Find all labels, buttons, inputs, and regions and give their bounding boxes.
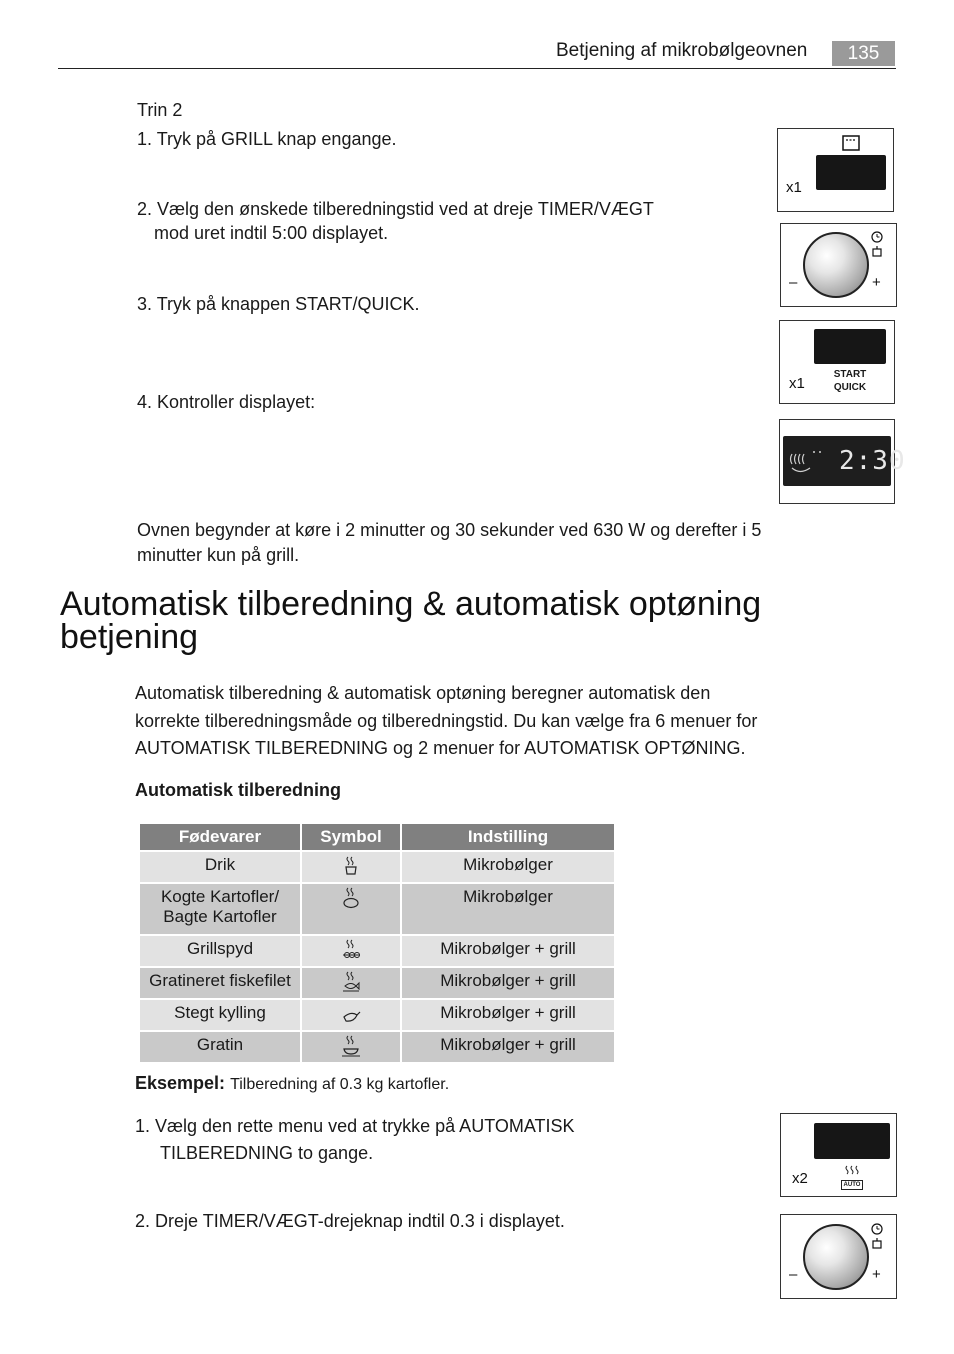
- summary-line-1: Ovnen begynder at køre i 2 minutter og 30 sekunder ved 630 W og derefter i 5: [137, 520, 762, 540]
- grill-button-panel: [777, 128, 894, 212]
- quick-label: QUICK: [833, 382, 867, 393]
- section-title-line-1: Automatisk tilberedning & automatisk optøning: [60, 585, 762, 623]
- food-cell: [140, 884, 300, 934]
- example-label: Eksempel:: [135, 1073, 226, 1093]
- page-number: 135: [832, 41, 895, 66]
- table-row: [140, 1000, 614, 1030]
- section-title: [60, 585, 860, 656]
- table-row: [140, 852, 614, 882]
- microwave-grill-icon: [788, 448, 824, 476]
- symbol-cell: [302, 852, 400, 882]
- press-count: x1: [789, 375, 805, 392]
- symbol-cell: [302, 968, 400, 998]
- subheading: Automatisk tilberedning: [135, 780, 342, 800]
- table-row: [140, 968, 614, 998]
- status-display-panel: [779, 419, 906, 504]
- example-line: [135, 1071, 449, 1097]
- timer-knob-panel: [780, 1214, 897, 1299]
- potato-icon: [340, 887, 362, 909]
- steam-icon: [841, 1165, 863, 1175]
- timer-weight-knob[interactable]: [803, 232, 869, 298]
- column-header-symbol: Symbol: [302, 824, 400, 850]
- example-step-2: 2. Dreje TIMER/VÆGT-drejeknap indtil 0.3 i displayet.: [135, 1211, 565, 1231]
- intro-line-1: Automatisk tilberedning & automatisk optøning beregner automatisk den: [135, 683, 711, 703]
- setting-cell: Mikrobølger + grill: [402, 936, 614, 966]
- step-item-1: 1. Tryk på GRILL knap engange.: [137, 129, 397, 149]
- table-header-row: [140, 824, 614, 850]
- step-item-3: 3. Tryk på knappen START/QUICK.: [137, 294, 420, 314]
- symbol-cell: [302, 884, 400, 934]
- food-line-1: Kogte Kartofler/: [160, 887, 280, 906]
- setting-cell: Mikrobølger + grill: [402, 1032, 614, 1062]
- column-header-setting: Indstilling: [402, 824, 614, 850]
- setting-cell: Mikrobølger + grill: [402, 968, 614, 998]
- knob-minus-label: –: [789, 1266, 798, 1283]
- auto-cook-table: [138, 822, 616, 1064]
- food-cell: Gratin: [140, 1032, 300, 1062]
- timer-knob-panel: [780, 223, 897, 307]
- fish-icon: [340, 971, 362, 993]
- setting-cell: Mikrobølger: [402, 884, 614, 934]
- table-row: [140, 884, 614, 934]
- summary-line-2: minutter kun på grill.: [137, 545, 300, 565]
- column-header-food: Fødevarer: [140, 824, 300, 850]
- food-cell: Stegt kylling: [140, 1000, 300, 1030]
- step-item-2: 2. Vælg den ønskede tilberedningstid ved at dreje TIMER/VÆGT: [137, 199, 654, 219]
- start-label: START: [833, 369, 867, 380]
- chicken-icon: [340, 1003, 362, 1025]
- gratin-icon: [340, 1035, 362, 1057]
- section-title-line-2: betjening: [60, 618, 199, 656]
- auto-label: AUTO: [841, 1180, 863, 1190]
- symbol-cell: [302, 936, 400, 966]
- step-item-4: 4. Kontroller displayet:: [137, 392, 316, 412]
- start-button-panel: [779, 320, 895, 404]
- setting-cell: Mikrobølger: [402, 852, 614, 882]
- food-line-2: Bagte Kartofler: [163, 907, 277, 926]
- press-count: x2: [792, 1170, 808, 1187]
- knob-minus-label: –: [789, 274, 798, 291]
- panel-display: [814, 329, 886, 364]
- table-row: [140, 1032, 614, 1062]
- auto-cook-button-panel: [780, 1113, 897, 1197]
- page-header-title: Betjening af mikrobølgeovnen: [556, 40, 808, 61]
- food-cell: Drik: [140, 852, 300, 882]
- start-quick-button[interactable]: [828, 368, 872, 394]
- food-cell: Gratineret fiskefilet: [140, 968, 300, 998]
- display-time: 2:30: [839, 446, 906, 476]
- food-cell: Grillspyd: [140, 936, 300, 966]
- skewer-icon: [340, 939, 362, 961]
- example-text: Tilberedning af 0.3 kg kartofler.: [230, 1076, 450, 1093]
- drink-icon: [340, 855, 362, 877]
- auto-cook-button[interactable]: [841, 1162, 863, 1190]
- intro-line-2: korrekte tilberedningsmåde og tilberedningstid. Du kan vælge fra 6 menuer for: [135, 711, 758, 731]
- timer-weight-knob[interactable]: [803, 1224, 869, 1290]
- lcd-display: [783, 436, 906, 486]
- header-rule: [58, 68, 896, 69]
- example-step-1: 1. Vælg den rette menu ved at trykke på AUTOMATISK: [135, 1116, 575, 1136]
- table-row: [140, 936, 614, 966]
- grill-icon: [842, 135, 860, 151]
- clock-weight-icon: [870, 231, 884, 259]
- setting-cell: Mikrobølger + grill: [402, 1000, 614, 1030]
- symbol-cell: [302, 1000, 400, 1030]
- knob-plus-label: +: [872, 1266, 881, 1283]
- step-heading: Trin 2: [137, 100, 183, 120]
- press-count: x1: [786, 179, 802, 196]
- intro-line-3: AUTOMATISK TILBEREDNING og 2 menuer for AUTOMATISK OPTØNING.: [135, 738, 746, 758]
- symbol-cell: [302, 1032, 400, 1062]
- panel-display: [814, 1123, 890, 1159]
- panel-display: [816, 155, 886, 190]
- step-item-2-cont: mod uret indtil 5:00 displayet.: [154, 223, 389, 243]
- clock-weight-icon: [870, 1223, 884, 1251]
- knob-plus-label: +: [872, 274, 881, 291]
- example-step-1-cont: TILBEREDNING to gange.: [160, 1143, 374, 1163]
